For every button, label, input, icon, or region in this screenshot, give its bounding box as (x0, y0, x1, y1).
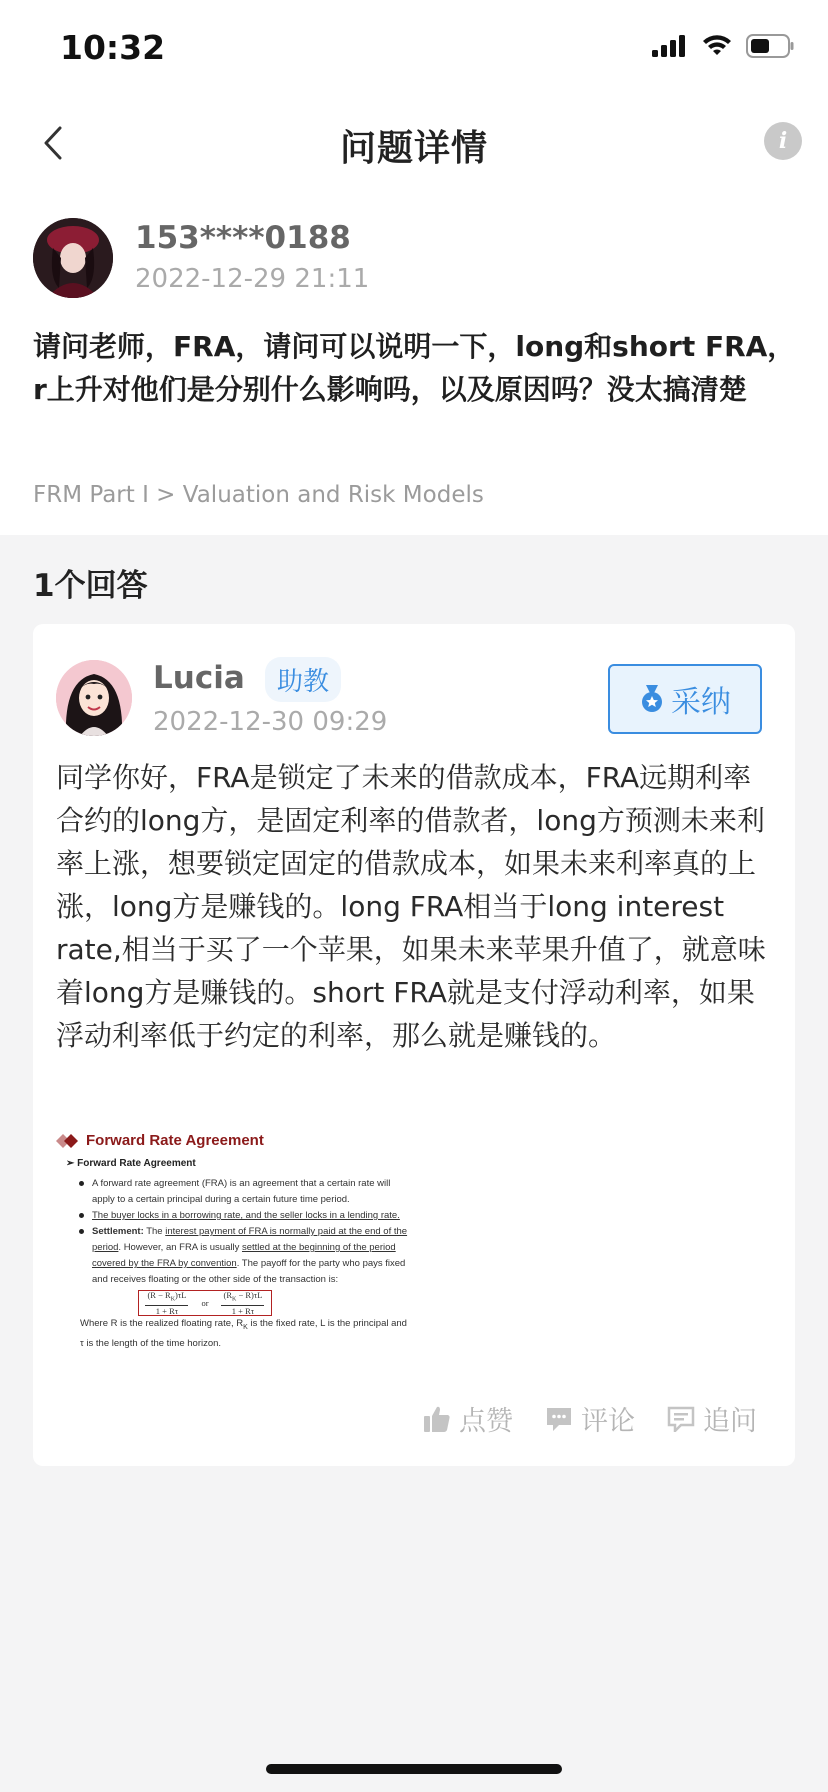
formula-left (145, 1290, 188, 1316)
formula-right-sub: K (231, 1296, 237, 1303)
followup-button[interactable] (667, 1399, 757, 1438)
attachment-subtitle-text: Forward Rate Agreement (77, 1158, 196, 1169)
followup-label: 追问 (703, 1406, 757, 1437)
medal-icon (639, 685, 665, 713)
accept-answer-button[interactable] (608, 664, 762, 734)
formula-right-den: 1 + Rτ (231, 1305, 255, 1316)
status-bar (0, 0, 828, 100)
question-section (0, 190, 828, 535)
avatar-image (33, 218, 113, 298)
cellular-signal-icon (652, 35, 688, 57)
settlement-label: Settlement: (92, 1226, 144, 1237)
question-username[interactable]: 153****0188 (135, 220, 351, 256)
like-label: 点赞 (459, 1406, 513, 1437)
answer-username[interactable]: Lucia (153, 660, 245, 696)
formula-left-sub: K (170, 1296, 176, 1303)
nav-bar (0, 100, 828, 190)
info-icon[interactable]: i (764, 122, 802, 160)
settlement-mid-2: . The payoff for the party who pays fixed and receives floating or the other side of the transaction is: (92, 1258, 406, 1285)
note-post: is the fixed rate, L is the principal and τ is the length of the time horizon. (80, 1318, 407, 1349)
attachment-subtitle (66, 1158, 196, 1169)
attachment-bullet: A forward rate agreement (FRA) is an agreement that a certain rate will apply to a certain principal during a certain future time period. (78, 1176, 408, 1208)
answers-count: 1个回答 (33, 568, 148, 604)
formula-left-num: (R − R (147, 1290, 171, 1301)
attachment-title-text: Forward Rate Agreement (86, 1132, 264, 1149)
avatar[interactable] (56, 660, 132, 736)
settlement-underline-2: settled at the beginning of the period covered by the FRA by convention (92, 1242, 396, 1269)
role-badge: 助教 (265, 657, 341, 702)
note-pre: Where R is the realized floating rate, R (80, 1318, 244, 1329)
like-button[interactable] (423, 1399, 513, 1438)
avatar-image (56, 660, 132, 736)
formula-left-num-end: )τL (175, 1290, 187, 1301)
question-text: 请问老师，FRA，请问可以说明一下，long和short FRA，r上升对他们是分别什么影响吗，以及原因吗？没太搞清楚 (33, 330, 796, 406)
answer-text: 同学你好，FRA是锁定了未来的借款成本，FRA远期利率合约的long方，是固定利率的借款者，long方预测未来利率上涨，想要锁定固定的借款成本，如果未来利率真的上涨，long方是赚钱的。long FRA相当于long interest rate,相当于买了一个苹果，如果未来苹果升值了，就意味着long方是赚钱的。short FRA就是支付浮动利率，如果浮动利率低于约定的利率，那么就是赚钱的。 (56, 761, 766, 1052)
note-sub: K (243, 1323, 248, 1331)
answer-actions (423, 1399, 757, 1438)
wifi-icon (702, 35, 732, 57)
battery-icon (746, 34, 794, 58)
comment-button[interactable] (545, 1399, 635, 1438)
accept-label: 采纳 (671, 685, 731, 720)
formula-right-num-end: − R)τL (236, 1290, 263, 1301)
answer-datetime: 2022-12-30 09:29 (153, 707, 388, 737)
question-datetime: 2022-12-29 21:11 (135, 264, 370, 294)
followup-icon (667, 1406, 695, 1432)
arrow-icon: ➢ (66, 1158, 78, 1169)
attachment-bullet (78, 1224, 408, 1288)
question-category[interactable]: FRM Part I > Valuation and Risk Models (33, 482, 484, 508)
attachment-title (56, 1132, 264, 1149)
page-title: 问题详情 (339, 128, 488, 169)
payoff-formula (138, 1290, 272, 1316)
formula-right-num: (R (223, 1290, 232, 1301)
settlement-pre: The (146, 1226, 166, 1237)
status-icons (652, 34, 794, 58)
formula-right (221, 1290, 264, 1316)
thumbs-up-icon (423, 1405, 451, 1433)
answer-attachment-image[interactable] (56, 1124, 416, 1349)
formula-left-den: 1 + Rτ (155, 1305, 179, 1316)
home-indicator (266, 1764, 562, 1774)
formula-or: or (201, 1298, 209, 1308)
formula-note (78, 1316, 408, 1352)
attachment-bullet (78, 1208, 408, 1224)
answer-card (33, 624, 795, 1466)
status-time: 10:32 (60, 28, 166, 67)
comment-label: 评论 (581, 1406, 635, 1437)
attachment-body (78, 1176, 408, 1352)
comment-icon (545, 1406, 573, 1432)
settlement-mid-1: . However, an FRA is usually (118, 1242, 242, 1253)
settlement-underline-1: interest payment of FRA is normally paid at the end of the period (92, 1226, 408, 1253)
attachment-bullet-text: The buyer locks in a borrowing rate, and the seller locks in a lending rate. (92, 1210, 400, 1221)
avatar[interactable] (33, 218, 113, 298)
diamond-icon (56, 1134, 80, 1148)
